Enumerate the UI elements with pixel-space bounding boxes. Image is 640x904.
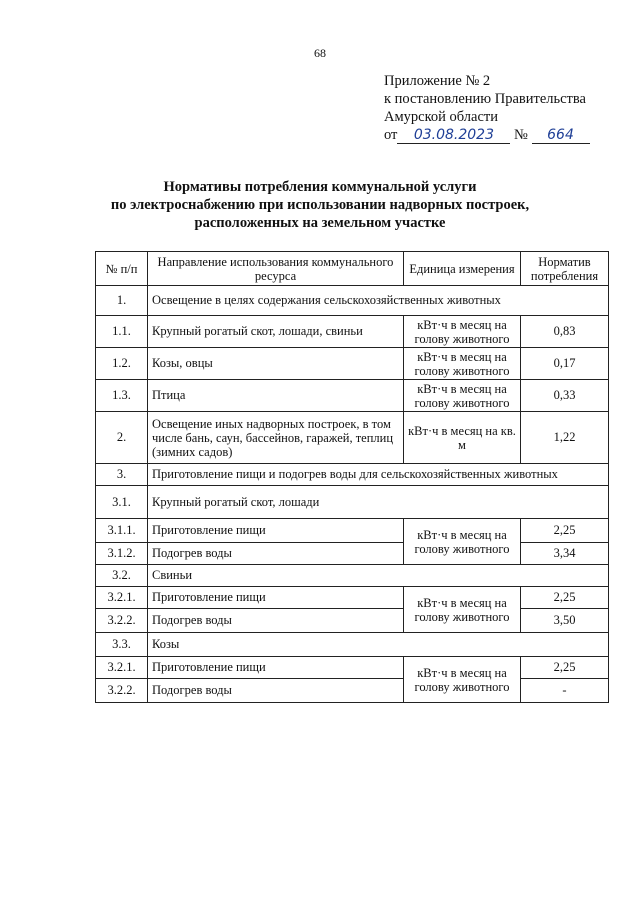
appendix-date-line: [384, 126, 590, 144]
number-label: №: [514, 127, 528, 143]
table-row: [96, 633, 609, 657]
from-label: от: [384, 127, 398, 143]
table-row: [96, 380, 609, 412]
table-row: [96, 657, 609, 679]
row-unit: кВт·ч в месяц на кв. м: [404, 412, 521, 464]
subsection-heading: Свиньи: [148, 565, 609, 587]
header-unit: Единица измерения: [404, 252, 521, 286]
row-text: Птица: [148, 380, 404, 412]
row-num: 3.1.1.: [96, 519, 148, 543]
subsection-heading: Козы: [148, 633, 609, 657]
row-text: Подогрев воды: [148, 609, 404, 633]
row-num: 3.2.2.: [96, 609, 148, 633]
row-norm: 2,25: [521, 657, 609, 679]
title-line-2: по электроснабжению при использовании надворных построек,: [110, 197, 530, 213]
row-norm: 1,22: [521, 412, 609, 464]
row-norm: 0,83: [521, 316, 609, 348]
row-text: Подогрев воды: [148, 543, 404, 565]
table-header-row: [96, 252, 609, 286]
table-row: [96, 464, 609, 486]
title-line-1: Нормативы потребления коммунальной услуги: [163, 179, 477, 195]
appendix-title: Приложение № 2: [384, 73, 491, 89]
row-text: Крупный рогатый скот, лошади, свиньи: [148, 316, 404, 348]
row-unit: кВт·ч в месяц на голову животного: [404, 657, 521, 703]
row-norm: -: [521, 679, 609, 703]
row-text: Приготовление пищи: [148, 587, 404, 609]
header-direction: Направление использования коммунального ресурса: [148, 252, 404, 286]
row-text: Приготовление пищи: [148, 519, 404, 543]
row-unit: кВт·ч в месяц на голову животного: [404, 380, 521, 412]
row-num: 2.: [96, 412, 148, 464]
row-num: 1.2.: [96, 348, 148, 380]
row-num: 3.2.: [96, 565, 148, 587]
title-line-3: расположенных на земельном участке: [194, 215, 446, 231]
row-num: 1.1.: [96, 316, 148, 348]
table-row: [96, 587, 609, 609]
page-number: 68: [314, 46, 326, 60]
row-unit: кВт·ч в месяц на голову животного: [404, 316, 521, 348]
appendix-block: [384, 72, 590, 144]
row-text: Козы, овцы: [148, 348, 404, 380]
table-row: [96, 348, 609, 380]
header-num: № п/п: [96, 252, 148, 286]
table-row: [96, 543, 609, 565]
table-row: [96, 679, 609, 703]
row-unit: кВт·ч в месяц на голову животного: [404, 348, 521, 380]
document-title: [0, 178, 640, 232]
row-norm: 2,25: [521, 519, 609, 543]
table-row: [96, 486, 609, 519]
row-num: 3.2.1.: [96, 657, 148, 679]
appendix-line-decree: к постановлению Правительства: [384, 91, 586, 107]
row-num: 3.3.: [96, 633, 148, 657]
norms-table: [95, 251, 609, 703]
section-heading: Приготовление пищи и подогрев воды для сельскохозяйственных животных: [148, 464, 609, 486]
table-row: [96, 565, 609, 587]
row-norm: 0,17: [521, 348, 609, 380]
row-norm: 0,33: [521, 380, 609, 412]
row-norm: 3,34: [521, 543, 609, 565]
row-num: 1.: [96, 286, 148, 316]
row-unit: кВт·ч в месяц на голову животного: [404, 587, 521, 633]
subsection-heading: Крупный рогатый скот, лошади: [148, 486, 609, 519]
table-row: [96, 412, 609, 464]
table-row: [96, 519, 609, 543]
header-norm: Норматив потребления: [521, 252, 609, 286]
row-text: Освещение иных надворных построек, в том числе бань, саун, бассейнов, гаражей, теплиц (зимних садов): [148, 412, 404, 464]
row-num: 1.3.: [96, 380, 148, 412]
handwritten-date: 03.08.2023: [397, 127, 510, 144]
section-heading: Освещение в целях содержания сельскохозяйственных животных: [148, 286, 609, 316]
row-num: 3.: [96, 464, 148, 486]
row-num: 3.2.1.: [96, 587, 148, 609]
row-text: Подогрев воды: [148, 679, 404, 703]
handwritten-number: 664: [532, 127, 590, 144]
row-norm: 2,25: [521, 587, 609, 609]
row-num: 3.1.: [96, 486, 148, 519]
table-row: [96, 316, 609, 348]
appendix-line-region: Амурской области: [384, 109, 498, 125]
row-norm: 3,50: [521, 609, 609, 633]
row-num: 3.1.2.: [96, 543, 148, 565]
table-row: [96, 286, 609, 316]
row-num: 3.2.2.: [96, 679, 148, 703]
row-text: Приготовление пищи: [148, 657, 404, 679]
row-unit: кВт·ч в месяц на голову животного: [404, 519, 521, 565]
table-row: [96, 609, 609, 633]
